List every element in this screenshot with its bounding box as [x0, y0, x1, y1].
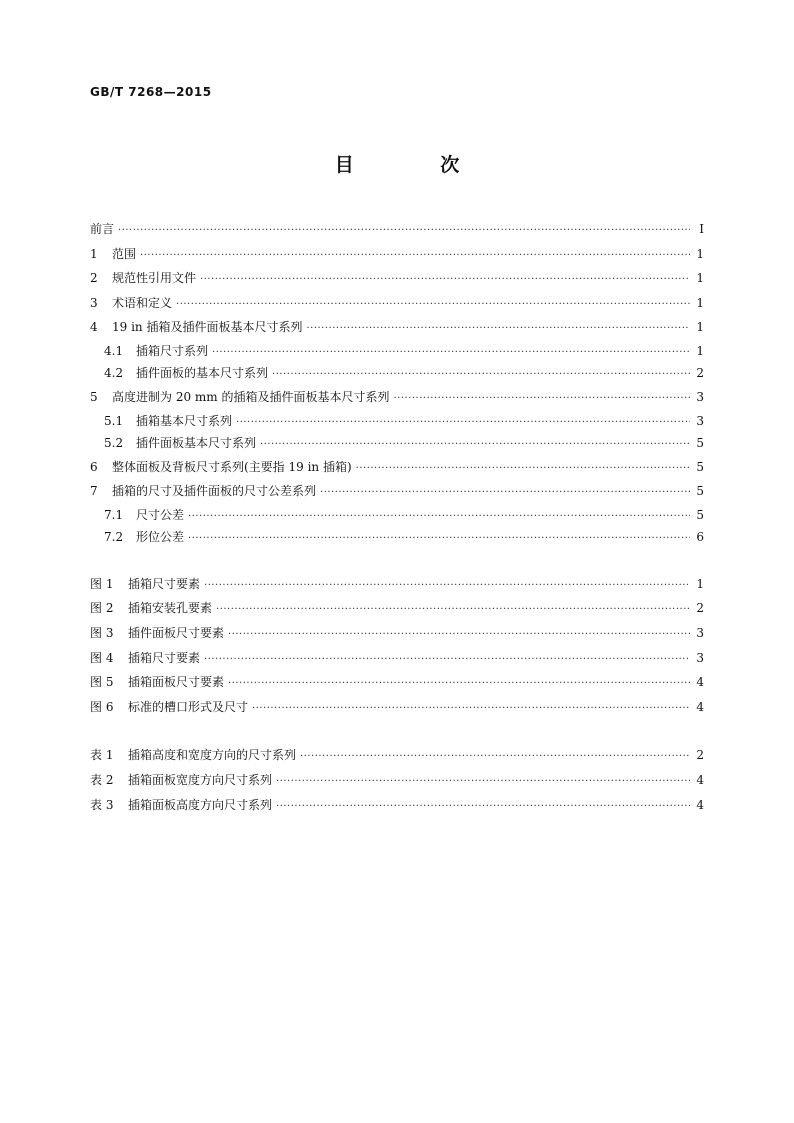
toc-entry[interactable] [90, 315, 704, 340]
toc-entry-page: 5 [696, 484, 704, 499]
toc-entry-page: Ⅰ [699, 222, 704, 236]
toc-entry[interactable] [90, 621, 704, 646]
toc-entry[interactable] [90, 291, 704, 316]
toc-entry-number: 图 1 [90, 576, 114, 591]
toc-entry-number: 3 [90, 295, 98, 310]
toc-entry[interactable] [90, 768, 704, 793]
toc-entry[interactable] [90, 266, 704, 291]
toc-entry[interactable] [90, 455, 704, 480]
toc-entry-label: 插件面板的基本尺寸系列 [136, 366, 269, 381]
dot-leader [272, 364, 690, 387]
toc-entry-label: 插箱尺寸系列 [136, 343, 209, 358]
toc-entry[interactable] [90, 504, 704, 527]
toc-entry-page: 6 [696, 530, 704, 545]
toc-entry-page: 4 [696, 797, 704, 812]
toc-entry-number: 5.1 [104, 413, 124, 428]
dot-leader [204, 648, 690, 673]
toc-entry[interactable] [90, 217, 704, 242]
toc-entry-label: 高度进制为 20 mm 的插箱及插件面板基本尺寸系列 [112, 389, 390, 404]
toc-entry-page: 3 [696, 413, 704, 428]
standard-code: GB/T 7268—2015 [90, 85, 212, 99]
toc-entry-number: 表 3 [90, 797, 114, 812]
toc-entry[interactable] [90, 695, 704, 720]
dot-leader [188, 528, 690, 551]
toc-entry-number: 4.2 [104, 366, 124, 381]
toc-entry-label: 标准的槽口形式及尺寸 [128, 699, 249, 714]
dot-leader [176, 293, 690, 318]
toc-sections [90, 217, 704, 549]
dot-leader [212, 342, 690, 365]
toc-entry-number: 图 3 [90, 625, 114, 640]
dot-leader [236, 412, 690, 435]
dot-leader [252, 697, 690, 722]
toc-entry-label: 术语和定义 [112, 295, 173, 310]
toc-entry-number: 2 [90, 271, 98, 286]
toc-entry-label: 插箱高度和宽度方向的尺寸系列 [128, 748, 297, 763]
toc-entry-page: 4 [696, 772, 704, 787]
toc-entry-label: 插箱的尺寸及插件面板的尺寸公差系列 [112, 484, 317, 499]
toc-entry-page: 2 [696, 601, 704, 616]
table-of-contents [90, 217, 704, 817]
dot-leader [228, 672, 690, 697]
toc-entry-page: 3 [696, 650, 704, 665]
toc-entry-page: 4 [696, 675, 704, 690]
dot-leader [320, 481, 690, 506]
dot-leader [306, 317, 690, 342]
toc-entry-number: 图 4 [90, 650, 114, 665]
toc-entry[interactable] [90, 432, 704, 455]
toc-figures [90, 572, 704, 720]
toc-entry-number: 4 [90, 320, 98, 335]
dot-leader [276, 795, 690, 820]
page-title: 目 次 [334, 154, 500, 176]
toc-entry-number: 6 [90, 459, 98, 474]
toc-entry-page: 5 [696, 507, 704, 522]
toc-entry-label: 形位公差 [136, 530, 185, 545]
dot-leader [300, 745, 690, 770]
dot-leader [140, 244, 690, 269]
toc-entry[interactable] [90, 793, 704, 818]
toc-entry[interactable] [90, 410, 704, 433]
toc-entry-page: 3 [696, 389, 704, 404]
toc-entry[interactable] [90, 743, 704, 768]
dot-leader [260, 434, 690, 457]
dot-leader [188, 506, 690, 529]
toc-entry-page: 1 [696, 295, 704, 310]
toc-entry-page: 1 [696, 246, 704, 261]
toc-entry-number: 1 [90, 246, 98, 261]
toc-entry-label: 前言 [90, 222, 115, 236]
dot-leader [356, 457, 690, 482]
toc-entry-number: 7.1 [104, 507, 124, 522]
toc-entry-page: 5 [696, 436, 704, 451]
toc-entry-page: 4 [696, 699, 704, 714]
toc-entry-label: 尺寸公差 [136, 507, 185, 522]
toc-entry-page: 2 [696, 748, 704, 763]
toc-entry[interactable] [90, 479, 704, 504]
toc-entry-number: 表 1 [90, 748, 114, 763]
toc-entry[interactable] [90, 670, 704, 695]
toc-entry-label: 规范性引用文件 [112, 271, 197, 286]
toc-entry[interactable] [90, 340, 704, 363]
toc-entry-number: 7 [90, 484, 98, 499]
dot-leader [216, 598, 690, 623]
toc-entry[interactable] [90, 646, 704, 671]
toc-entry-label: 插箱尺寸要素 [128, 650, 201, 665]
toc-entry-label: 插箱安装孔要素 [128, 601, 213, 616]
toc-entry[interactable] [90, 596, 704, 621]
toc-entry-label: 19 in 插箱及插件面板基本尺寸系列 [112, 320, 303, 335]
dot-leader [200, 268, 690, 293]
toc-entry-label: 插件面板尺寸要素 [128, 625, 225, 640]
dot-leader [393, 387, 690, 412]
dot-leader [204, 574, 690, 599]
dot-leader [276, 770, 690, 795]
toc-entry[interactable] [90, 242, 704, 267]
toc-entry-label: 范围 [112, 246, 137, 261]
toc-entry-label: 插箱面板高度方向尺寸系列 [128, 797, 273, 812]
toc-entry-label: 插件面板基本尺寸系列 [136, 436, 257, 451]
toc-entry-label: 插箱尺寸要素 [128, 576, 201, 591]
toc-entry-number: 4.1 [104, 343, 124, 358]
toc-entry-page: 2 [696, 366, 704, 381]
toc-entry-number: 图 5 [90, 675, 114, 690]
toc-entry-page: 1 [696, 320, 704, 335]
toc-entry-number: 7.2 [104, 530, 124, 545]
dot-leader [228, 623, 690, 648]
toc-entry-label: 插箱面板尺寸要素 [128, 675, 225, 690]
toc-entry-number: 表 2 [90, 772, 114, 787]
toc-entry[interactable] [90, 526, 704, 549]
toc-entry-page: 5 [696, 459, 704, 474]
toc-entry-label: 整体面板及背板尺寸系列(主要指 19 in 插箱) [112, 459, 352, 474]
toc-entry-label: 插箱基本尺寸系列 [136, 413, 233, 428]
dot-leader [118, 219, 690, 244]
toc-entry[interactable] [90, 385, 704, 410]
toc-entry-number: 图 2 [90, 601, 114, 616]
toc-tables [90, 743, 704, 817]
toc-entry-page: 1 [696, 343, 704, 358]
toc-entry-number: 5 [90, 389, 98, 404]
toc-entry[interactable] [90, 572, 704, 597]
toc-entry-page: 3 [696, 625, 704, 640]
toc-entry[interactable] [90, 362, 704, 385]
toc-entry-page: 1 [696, 271, 704, 286]
toc-entry-label: 插箱面板宽度方向尺寸系列 [128, 772, 273, 787]
toc-entry-number: 5.2 [104, 436, 124, 451]
toc-entry-page: 1 [696, 576, 704, 591]
toc-entry-number: 图 6 [90, 699, 114, 714]
